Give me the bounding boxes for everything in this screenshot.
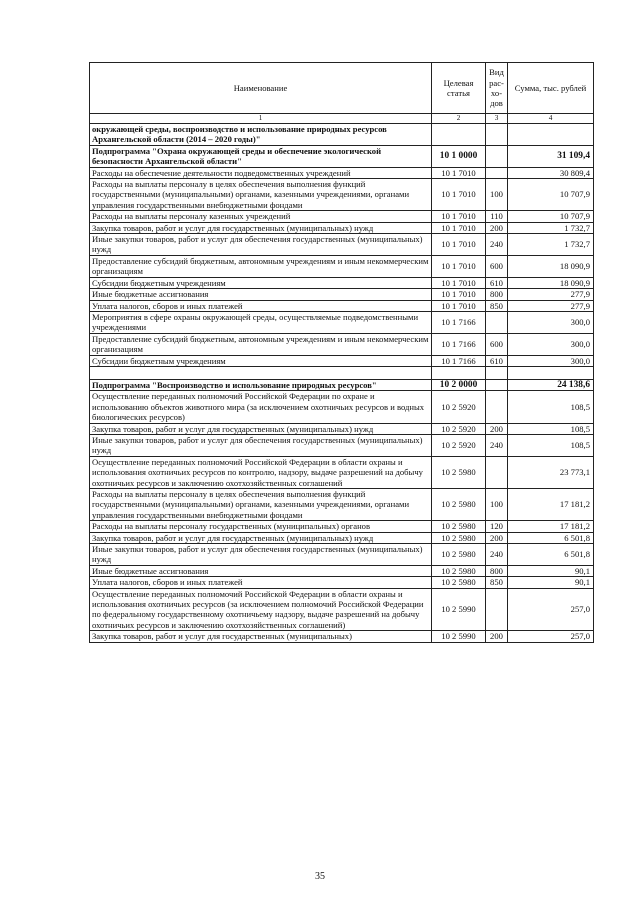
row-sum	[508, 366, 594, 379]
row-target-article: 10 1 7010	[432, 300, 486, 311]
row-sum: 300,0	[508, 355, 594, 366]
budget-table-container	[89, 62, 593, 643]
row-target-article: 10 2 5980	[432, 456, 486, 488]
table-row	[90, 255, 594, 277]
row-sum: 257,0	[508, 588, 594, 631]
row-target-article: 10 1 7010	[432, 234, 486, 256]
row-expense-type: 200	[486, 423, 508, 434]
row-sum: 17 181,2	[508, 489, 594, 521]
row-expense-type: 110	[486, 211, 508, 222]
spacer-row	[90, 366, 594, 379]
row-expense-type	[486, 124, 508, 146]
table-row	[90, 391, 594, 423]
row-target-article	[432, 124, 486, 146]
table-row	[90, 456, 594, 488]
table-row	[90, 289, 594, 300]
row-expense-type	[486, 456, 508, 488]
table-row	[90, 434, 594, 456]
table-row	[90, 277, 594, 288]
table-row	[90, 565, 594, 576]
row-expense-type: 240	[486, 234, 508, 256]
table-row	[90, 234, 594, 256]
column-number: 1	[90, 114, 432, 124]
row-name: Субсидии бюджетным учреждениям	[90, 277, 432, 288]
table-row	[90, 577, 594, 588]
row-sum: 30 809,4	[508, 167, 594, 178]
table-row	[90, 631, 594, 642]
column-number: 2	[432, 114, 486, 124]
row-target-article: 10 1 7010	[432, 289, 486, 300]
table-row	[90, 423, 594, 434]
header-sum: Сумма, тыс. рублей	[508, 63, 594, 114]
row-sum: 10 707,9	[508, 179, 594, 211]
row-sum: 1 732,7	[508, 234, 594, 256]
row-name: Иные закупки товаров, работ и услуг для обеспечения государственных (муниципальных) нужд	[90, 544, 432, 566]
table-row	[90, 222, 594, 233]
row-target-article: 10 2 5920	[432, 391, 486, 423]
header-expense-type: Вид рас- хо- дов	[486, 63, 508, 114]
table-row	[90, 167, 594, 178]
row-name: Расходы на выплаты персоналу государственных (муниципальных) органов	[90, 521, 432, 532]
row-target-article: 10 1 7166	[432, 355, 486, 366]
row-name: окружающей среды, воспроизводство и использование природных ресурсов Архангельской области (2014 – 2020 годы)"	[90, 124, 432, 146]
row-sum: 18 090,9	[508, 277, 594, 288]
row-name: Закупка товаров, работ и услуг для государственных (муниципальных) нужд	[90, 532, 432, 543]
row-sum: 6 501,8	[508, 532, 594, 543]
row-expense-type: 100	[486, 489, 508, 521]
row-target-article: 10 1 7010	[432, 277, 486, 288]
row-sum	[508, 124, 594, 146]
row-expense-type	[486, 379, 508, 390]
row-expense-type: 100	[486, 179, 508, 211]
row-sum: 90,1	[508, 577, 594, 588]
row-expense-type: 610	[486, 277, 508, 288]
row-name: Закупка товаров, работ и услуг для государственных (муниципальных) нужд	[90, 423, 432, 434]
row-target-article: 10 1 7010	[432, 179, 486, 211]
column-number: 3	[486, 114, 508, 124]
row-target-article: 10 1 0000	[432, 145, 486, 167]
row-target-article: 10 1 7166	[432, 333, 486, 355]
row-name: Предоставление субсидий бюджетным, автономным учреждениям и иным некоммерческим организациям	[90, 255, 432, 277]
row-expense-type: 200	[486, 532, 508, 543]
row-sum: 108,5	[508, 434, 594, 456]
table-row	[90, 145, 594, 167]
row-expense-type	[486, 588, 508, 631]
row-name: Иные закупки товаров, работ и услуг для обеспечения государственных (муниципальных) нужд	[90, 434, 432, 456]
column-number: 4	[508, 114, 594, 124]
row-target-article: 10 2 5920	[432, 423, 486, 434]
table-row	[90, 124, 594, 146]
row-name: Иные закупки товаров, работ и услуг для обеспечения государственных (муниципальных) нужд	[90, 234, 432, 256]
row-sum: 24 138,6	[508, 379, 594, 390]
row-sum: 17 181,2	[508, 521, 594, 532]
row-sum: 257,0	[508, 631, 594, 642]
row-expense-type	[486, 391, 508, 423]
table-row	[90, 521, 594, 532]
row-sum: 300,0	[508, 333, 594, 355]
row-name: Уплата налогов, сборов и иных платежей	[90, 300, 432, 311]
table-row	[90, 588, 594, 631]
row-name: Иные бюджетные ассигнования	[90, 565, 432, 576]
row-name: Осуществление переданных полномочий Российской Федерации в области охраны и использования охотничьих ресурсов по контролю, надзору, выдаче разрешений на добычу охотничьих ресурсов и заключению охотхозяйственных соглашений	[90, 456, 432, 488]
row-name: Расходы на выплаты персоналу в целях обеспечения выполнения функций государственными (муниципальными) органами, казенными учреждениями, органами управления государственными внебюджетными фондами	[90, 489, 432, 521]
row-name: Мероприятия в сфере охраны окружающей среды, осуществляемые подведомственными учреждениями	[90, 311, 432, 333]
row-name: Осуществление переданных полномочий Российской Федерации по охране и использованию объектов животного мира (за исключением охотничьих ресурсов и водных биологических ресурсов)	[90, 391, 432, 423]
row-name: Иные бюджетные ассигнования	[90, 289, 432, 300]
row-name: Расходы на обеспечение деятельности подведомственных учреждений	[90, 167, 432, 178]
header-row	[90, 63, 594, 114]
row-expense-type	[486, 366, 508, 379]
row-sum: 108,5	[508, 423, 594, 434]
row-name	[90, 366, 432, 379]
row-expense-type: 800	[486, 289, 508, 300]
row-sum: 277,9	[508, 300, 594, 311]
table-row	[90, 379, 594, 390]
row-target-article: 10 2 5980	[432, 577, 486, 588]
row-expense-type: 610	[486, 355, 508, 366]
row-sum: 23 773,1	[508, 456, 594, 488]
row-target-article: 10 1 7010	[432, 255, 486, 277]
row-sum: 6 501,8	[508, 544, 594, 566]
row-target-article	[432, 366, 486, 379]
table-row	[90, 179, 594, 211]
row-target-article: 10 2 5980	[432, 544, 486, 566]
column-number-row	[90, 114, 594, 124]
row-name: Предоставление субсидий бюджетным, автономным учреждениям и иным некоммерческим организациям	[90, 333, 432, 355]
row-target-article: 10 1 7166	[432, 311, 486, 333]
row-name: Закупка товаров, работ и услуг для государственных (муниципальных)	[90, 631, 432, 642]
row-expense-type	[486, 311, 508, 333]
table-row	[90, 355, 594, 366]
row-target-article: 10 2 5990	[432, 588, 486, 631]
header-name: Наименование	[90, 63, 432, 114]
row-name: Закупка товаров, работ и услуг для государственных (муниципальных) нужд	[90, 222, 432, 233]
budget-table	[89, 62, 594, 643]
row-expense-type: 240	[486, 544, 508, 566]
row-target-article: 10 2 5980	[432, 565, 486, 576]
row-target-article: 10 2 5980	[432, 489, 486, 521]
table-row	[90, 211, 594, 222]
row-sum: 108,5	[508, 391, 594, 423]
row-target-article: 10 2 5920	[432, 434, 486, 456]
row-target-article: 10 1 7010	[432, 211, 486, 222]
table-row	[90, 311, 594, 333]
row-target-article: 10 2 5990	[432, 631, 486, 642]
row-expense-type: 240	[486, 434, 508, 456]
row-target-article: 10 2 5980	[432, 521, 486, 532]
row-sum: 90,1	[508, 565, 594, 576]
row-sum: 18 090,9	[508, 255, 594, 277]
table-row	[90, 532, 594, 543]
row-target-article: 10 2 5980	[432, 532, 486, 543]
table-row	[90, 489, 594, 521]
header-target-article: Целевая статья	[432, 63, 486, 114]
row-sum: 31 109,4	[508, 145, 594, 167]
row-name: Расходы на выплаты персоналу в целях обеспечения выполнения функций государственными (муниципальными) органами, казенными учреждениями, органами управления государственными внебюджетными фондами	[90, 179, 432, 211]
row-expense-type: 800	[486, 565, 508, 576]
table-row	[90, 333, 594, 355]
table-row	[90, 544, 594, 566]
row-name: Подпрограмма "Воспроизводство и использование природных ресурсов"	[90, 379, 432, 390]
row-target-article: 10 1 7010	[432, 222, 486, 233]
row-sum: 1 732,7	[508, 222, 594, 233]
row-sum: 10 707,9	[508, 211, 594, 222]
row-target-article: 10 2 0000	[432, 379, 486, 390]
row-expense-type: 200	[486, 631, 508, 642]
row-name: Осуществление переданных полномочий Российской Федерации в области охраны и использования охотничьих ресурсов (за исключением полномочий Российской Федерации по федеральному государственному охотничьему надзору, выдаче разрешений на добычу охотничьих ресурсов и заключению охотхозяйственных соглашений)	[90, 588, 432, 631]
row-expense-type: 600	[486, 333, 508, 355]
row-expense-type	[486, 167, 508, 178]
row-name: Субсидии бюджетным учреждениям	[90, 355, 432, 366]
row-name: Уплата налогов, сборов и иных платежей	[90, 577, 432, 588]
row-sum: 300,0	[508, 311, 594, 333]
row-expense-type: 200	[486, 222, 508, 233]
row-expense-type: 850	[486, 300, 508, 311]
row-expense-type: 600	[486, 255, 508, 277]
table-body	[90, 124, 594, 643]
row-expense-type: 850	[486, 577, 508, 588]
page-number: 35	[315, 871, 325, 882]
row-expense-type: 120	[486, 521, 508, 532]
table-row	[90, 300, 594, 311]
row-name: Расходы на выплаты персоналу казенных учреждений	[90, 211, 432, 222]
row-target-article: 10 1 7010	[432, 167, 486, 178]
row-name: Подпрограмма "Охрана окружающей среды и обеспечение экологической безопасности Архангельской области"	[90, 145, 432, 167]
row-sum: 277,9	[508, 289, 594, 300]
row-expense-type	[486, 145, 508, 167]
